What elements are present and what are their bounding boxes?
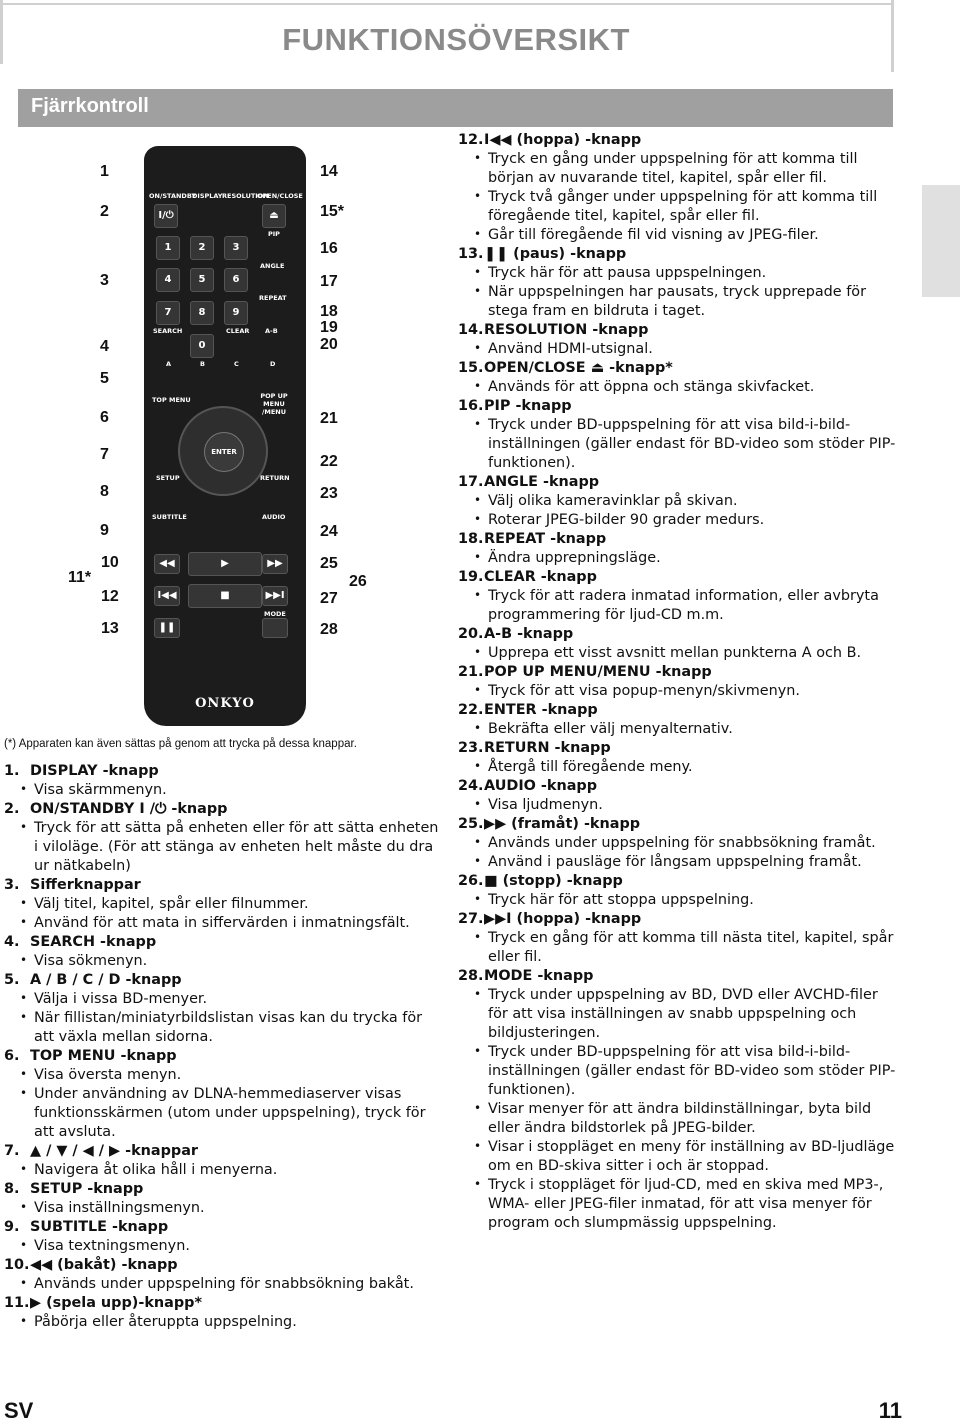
label-popup-menu: POP UP MENU /MENU — [260, 392, 288, 416]
bullet-text: • Roterar JPEG-bilder 90 grader medurs. — [488, 511, 898, 530]
bullet-text: • Tryck i stoppläget för ljud-CD, med en skiva med MP3-, WMA- eller JPEG-filer inmatad, för att visa menyer för program och slumpmässig uppspelning. — [488, 1176, 898, 1233]
digit-5-button[interactable]: 5 — [190, 268, 214, 292]
callout-21: 21 — [320, 410, 338, 427]
digit-4-button[interactable]: 4 — [156, 268, 180, 292]
item-title: ON/STANDBY I /⏻ -knapp — [30, 801, 228, 817]
label-c: C — [234, 360, 239, 368]
play-button[interactable]: ▶ — [188, 552, 262, 576]
bullet-text: • Tryck för att radera inmatad information, eller avbryta programmering för ljud-CD m.m. — [488, 587, 898, 625]
item-title: REPEAT -knapp — [484, 531, 607, 547]
bullet-text: • Används under uppspelning för snabbsökning bakåt. — [34, 1275, 444, 1294]
bullet-text: • Upprepa ett visst avsnitt mellan punkterna A och B. — [488, 644, 898, 663]
callout-25: 25 — [320, 555, 338, 572]
item-number: 1. — [4, 763, 20, 779]
stop-button[interactable]: ■ — [188, 584, 262, 608]
bullet-text: • Använd HDMI-utsignal. — [488, 340, 898, 359]
item-title: PIP -knapp — [484, 398, 572, 414]
digit-7-button[interactable]: 7 — [156, 301, 180, 325]
item-number: 28. — [458, 968, 484, 984]
item-heading — [4, 1180, 444, 1199]
item-title: ▲ / ▼ / ◀ / ▶ -knappar — [30, 1143, 199, 1159]
bullet-text: • Välja i vissa BD-menyer. — [34, 990, 444, 1009]
callout-10: 10 — [101, 554, 119, 571]
item-title: TOP MENU -knapp — [30, 1048, 177, 1064]
item-title: OPEN/CLOSE ⏏ -knapp* — [484, 360, 673, 376]
bullet-text: • Används för att öppna och stänga skivfacket. — [488, 378, 898, 397]
item-heading — [458, 739, 898, 758]
item-number: 14. — [458, 322, 484, 338]
bullet-text: • Tryck under BD-uppspelning för att visa bild-i-bild-inställningen (gäller endast för BD-video som stöder PIP-funktionen). — [488, 416, 898, 473]
pause-button[interactable]: ❚❚ — [154, 618, 180, 638]
item-number: 3. — [4, 877, 20, 893]
callout-26: 26 — [349, 573, 367, 590]
callout-17: 17 — [320, 273, 338, 290]
digit-0-button[interactable]: 0 — [190, 334, 214, 358]
label-clear: CLEAR — [226, 327, 250, 335]
label-display: DISPLAY — [192, 192, 223, 200]
callout-28: 28 — [320, 621, 338, 638]
item-number: 10. — [4, 1257, 30, 1273]
label-subtitle: SUBTITLE — [152, 513, 187, 521]
item-number: 7. — [4, 1143, 20, 1159]
bullet-text: • Visa översta menyn. — [34, 1066, 444, 1085]
item-title: AUDIO -knapp — [484, 778, 598, 794]
bullet-text: • Påbörja eller återuppta uppspelning. — [34, 1313, 444, 1332]
bullet-text: • Tryck under uppspelning av BD, DVD eller AVCHD-filer för att visa inställningen av snabb uppspelning och bildjusteringen. — [488, 986, 898, 1043]
item-heading — [4, 933, 444, 952]
bullet-text: • Återgå till föregående meny. — [488, 758, 898, 777]
digit-6-button[interactable]: 6 — [224, 268, 248, 292]
label-pip: PIP — [268, 230, 280, 238]
bullet-text: • Tryck en gång under uppspelning för att komma till början av nuvarande titel, kapitel, spår eller fil. — [488, 150, 898, 188]
bullet-text: • Visar i stoppläget en meny för inställning av BD-ljudläge om en BD-skiva sitter i och är stoppad. — [488, 1138, 898, 1176]
footer-language: SV — [4, 1398, 34, 1423]
callout-13: 13 — [101, 620, 119, 637]
item-title: ▶▶I (hoppa) -knapp — [484, 911, 642, 927]
side-tab — [922, 185, 960, 297]
remote-illustration — [0, 0, 400, 740]
digit-1-button[interactable]: 1 — [156, 236, 180, 260]
item-number: 18. — [458, 531, 484, 547]
item-title: ▶ (spela upp)-knapp* — [30, 1295, 202, 1311]
bullet-text: • När uppspelningen har pausats, tryck upprepade för stega fram en bildruta i taget. — [488, 283, 898, 321]
item-title: DISPLAY -knapp — [30, 763, 159, 779]
item-number: 8. — [4, 1181, 20, 1197]
callout-12: 12 — [101, 588, 119, 605]
bullet-text: • Välj olika kameravinklar på skivan. — [488, 492, 898, 511]
item-heading — [458, 245, 898, 264]
item-heading — [458, 663, 898, 682]
rewind-button[interactable]: ◀◀ — [154, 554, 180, 574]
digit-9-button[interactable]: 9 — [224, 301, 248, 325]
standby-button[interactable]: I/⏻ — [154, 204, 178, 228]
label-angle: ANGLE — [260, 262, 285, 270]
item-title: ◀◀ (bakåt) -knapp — [30, 1257, 178, 1273]
item-number: 20. — [458, 626, 484, 642]
item-heading — [4, 1256, 444, 1275]
item-heading — [458, 872, 898, 891]
item-title: CLEAR -knapp — [484, 569, 597, 585]
callout-23: 23 — [320, 485, 338, 502]
item-title: ENTER -knapp — [484, 702, 598, 718]
bullet-text: • Bekräfta eller välj menyalternativ. — [488, 720, 898, 739]
item-title: Sifferknappar — [30, 877, 141, 893]
label-b: B — [200, 360, 205, 368]
bullet-text: • Tryck under BD-uppspelning för att visa bild-i-bild-inställningen (gäller endast för BD-video som stöder PIP-funktionen). — [488, 1043, 898, 1100]
item-number: 27. — [458, 911, 484, 927]
bullet-text: • Navigera åt olika håll i menyerna. — [34, 1161, 444, 1180]
bullet-text: • Visa textningsmenyn. — [34, 1237, 444, 1256]
item-title: RETURN -knapp — [484, 740, 611, 756]
item-heading — [4, 1142, 444, 1161]
digit-3-button[interactable]: 3 — [224, 236, 248, 260]
callout-3: 3 — [100, 272, 109, 289]
item-heading — [458, 131, 898, 150]
digit-8-button[interactable]: 8 — [190, 301, 214, 325]
item-title: SETUP -knapp — [30, 1181, 144, 1197]
item-heading — [458, 397, 898, 416]
page-frame-right — [891, 0, 894, 72]
digit-2-button[interactable]: 2 — [190, 236, 214, 260]
callout-9: 9 — [100, 522, 109, 539]
open-close-button[interactable]: ⏏ — [262, 204, 286, 228]
mode-button[interactable] — [262, 618, 288, 638]
item-number: 6. — [4, 1048, 20, 1064]
item-heading — [458, 530, 898, 549]
item-number: 16. — [458, 398, 484, 414]
bullet-text: • Går till föregående fil vid visning av JPEG-filer. — [488, 226, 898, 245]
item-number: 26. — [458, 873, 484, 889]
bullet-text: • Ändra upprepningsläge. — [488, 549, 898, 568]
skip-forward-button[interactable]: ▶▶I — [262, 586, 288, 606]
item-heading — [4, 800, 444, 819]
item-heading — [4, 762, 444, 781]
forward-button[interactable]: ▶▶ — [262, 554, 288, 574]
item-heading — [458, 777, 898, 796]
callout-8: 8 — [100, 483, 109, 500]
left-column — [4, 762, 444, 1332]
bullet-text: • Visa skärmmenyn. — [34, 781, 444, 800]
bullet-text: • Visa inställningsmenyn. — [34, 1199, 444, 1218]
callout-11: 11* — [68, 569, 92, 586]
item-heading — [458, 625, 898, 644]
item-title: MODE -knapp — [484, 968, 594, 984]
label-ab: A-B — [265, 327, 278, 335]
item-title: A / B / C / D -knapp — [30, 972, 182, 988]
page-number: 11 — [878, 1398, 902, 1423]
skip-back-button[interactable]: I◀◀ — [154, 586, 180, 606]
callout-18: 18 — [320, 303, 338, 320]
item-title: ▶▶ (framåt) -knapp — [484, 816, 641, 832]
bullet-text: • Visa ljudmenyn. — [488, 796, 898, 815]
bullet-text: • Används under uppspelning för snabbsökning framåt. — [488, 834, 898, 853]
callout-24: 24 — [320, 523, 338, 540]
label-mode: MODE — [264, 610, 286, 618]
item-title: POP UP MENU/MENU -knapp — [484, 664, 712, 680]
bullet-text: • Välj titel, kapitel, spår eller filnummer. — [34, 895, 444, 914]
item-heading — [458, 967, 898, 986]
bullet-text: • Använd för att mata in siffervärden i inmatningsfält. — [34, 914, 444, 933]
bullet-text: • Visa sökmenyn. — [34, 952, 444, 971]
bullet-text: • Tryck för att sätta på enheten eller för att sätta enheten i viloläge. (För att stänga av enheten helt måste du dra ur nätkabeln) — [34, 819, 444, 876]
item-heading — [458, 910, 898, 929]
footnote: (*) Apparaten kan även sättas på genom att trycka på dessa knappar. — [4, 738, 357, 750]
label-setup: SETUP — [156, 474, 180, 482]
callout-5: 5 — [100, 370, 109, 387]
bullet-text: • När fillistan/miniatyrbildslistan visas kan du trycka för att växla mellan sidorna. — [34, 1009, 444, 1047]
label-return: RETURN — [260, 474, 290, 482]
label-audio: AUDIO — [262, 513, 286, 521]
item-heading — [458, 473, 898, 492]
item-heading — [4, 876, 444, 895]
item-number: 23. — [458, 740, 484, 756]
item-number: 5. — [4, 972, 20, 988]
page-title: FUNKTIONSÖVERSIKT — [282, 22, 630, 57]
bullet-text: • Tryck en gång för att komma till nästa titel, kapitel, spår eller fil. — [488, 929, 898, 967]
item-number: 19. — [458, 569, 484, 585]
remote-body — [144, 146, 306, 726]
item-number: 4. — [4, 934, 20, 950]
item-number: 9. — [4, 1219, 20, 1235]
item-number: 22. — [458, 702, 484, 718]
item-heading — [458, 321, 898, 340]
bullet-text: • Tryck här för att pausa uppspelningen. — [488, 264, 898, 283]
bullet-text: • Under användning av DLNA-hemmediaserver visas funktionsskärmen (utom under uppspelning), tryck för att avsluta. — [34, 1085, 444, 1142]
item-title: ANGLE -knapp — [484, 474, 600, 490]
item-title: I◀◀ (hoppa) -knapp — [484, 132, 642, 148]
item-number: 12. — [458, 132, 484, 148]
brand-logo: ONKYO — [195, 696, 255, 711]
item-heading — [458, 815, 898, 834]
item-number: 24. — [458, 778, 484, 794]
callout-4: 4 — [100, 338, 109, 355]
item-heading — [4, 971, 444, 990]
item-number: 15. — [458, 360, 484, 376]
callout-14: 14 — [320, 163, 338, 180]
item-number: 17. — [458, 474, 484, 490]
callout-15: 15* — [320, 203, 345, 220]
item-title: SEARCH -knapp — [30, 934, 157, 950]
item-title: ■ (stopp) -knapp — [484, 873, 623, 889]
item-heading — [4, 1218, 444, 1237]
item-title: RESOLUTION -knapp — [484, 322, 649, 338]
label-open-close: OPEN/CLOSE — [257, 192, 303, 200]
bullet-text: • Tryck för att visa popup-menyn/skivmenyn. — [488, 682, 898, 701]
label-top-menu: TOP MENU — [152, 396, 191, 404]
item-heading — [458, 568, 898, 587]
callout-20: 20 — [320, 336, 338, 353]
callout-7: 7 — [100, 446, 109, 463]
item-title: ❚❚ (paus) -knapp — [484, 246, 627, 262]
enter-button[interactable]: ENTER — [204, 432, 244, 472]
bullet-text: • Tryck här för att stoppa uppspelning. — [488, 891, 898, 910]
item-number: 21. — [458, 664, 484, 680]
item-title: A-B -knapp — [484, 626, 574, 642]
label-repeat: REPEAT — [259, 294, 287, 302]
callout-1: 1 — [100, 163, 109, 180]
bullet-text: • Tryck två gånger under uppspelning för att komma till föregående titel, kapitel, spår eller fil. — [488, 188, 898, 226]
section-title: Fjärrkontroll — [31, 95, 149, 117]
label-a: A — [166, 360, 172, 368]
item-number: 25. — [458, 816, 484, 832]
direction-pad[interactable] — [178, 406, 268, 496]
callout-2: 2 — [100, 203, 109, 220]
item-number: 13. — [458, 246, 484, 262]
item-heading — [458, 701, 898, 720]
callout-22: 22 — [320, 453, 338, 470]
label-resolution: RESOLUTION — [222, 192, 269, 200]
item-number: 11. — [4, 1295, 30, 1311]
bullet-text: • Visar menyer för att ändra bildinställningar, byta bild eller ändra bildstorlek på JPEG-bilder. — [488, 1100, 898, 1138]
callout-16: 16 — [320, 240, 338, 257]
label-on-standby: ON/STANDBY — [149, 192, 197, 200]
label-d: D — [270, 360, 276, 368]
right-column — [458, 131, 898, 1233]
item-title: SUBTITLE -knapp — [30, 1219, 169, 1235]
bullet-text: • Använd i pausläge för långsam uppspelning framåt. — [488, 853, 898, 872]
callout-6: 6 — [100, 409, 109, 426]
item-number: 2. — [4, 801, 20, 817]
item-heading — [4, 1294, 444, 1313]
callout-27: 27 — [320, 590, 338, 607]
callout-19: 19 — [320, 319, 338, 336]
item-heading — [458, 359, 898, 378]
item-heading — [4, 1047, 444, 1066]
label-search: SEARCH — [153, 327, 183, 335]
